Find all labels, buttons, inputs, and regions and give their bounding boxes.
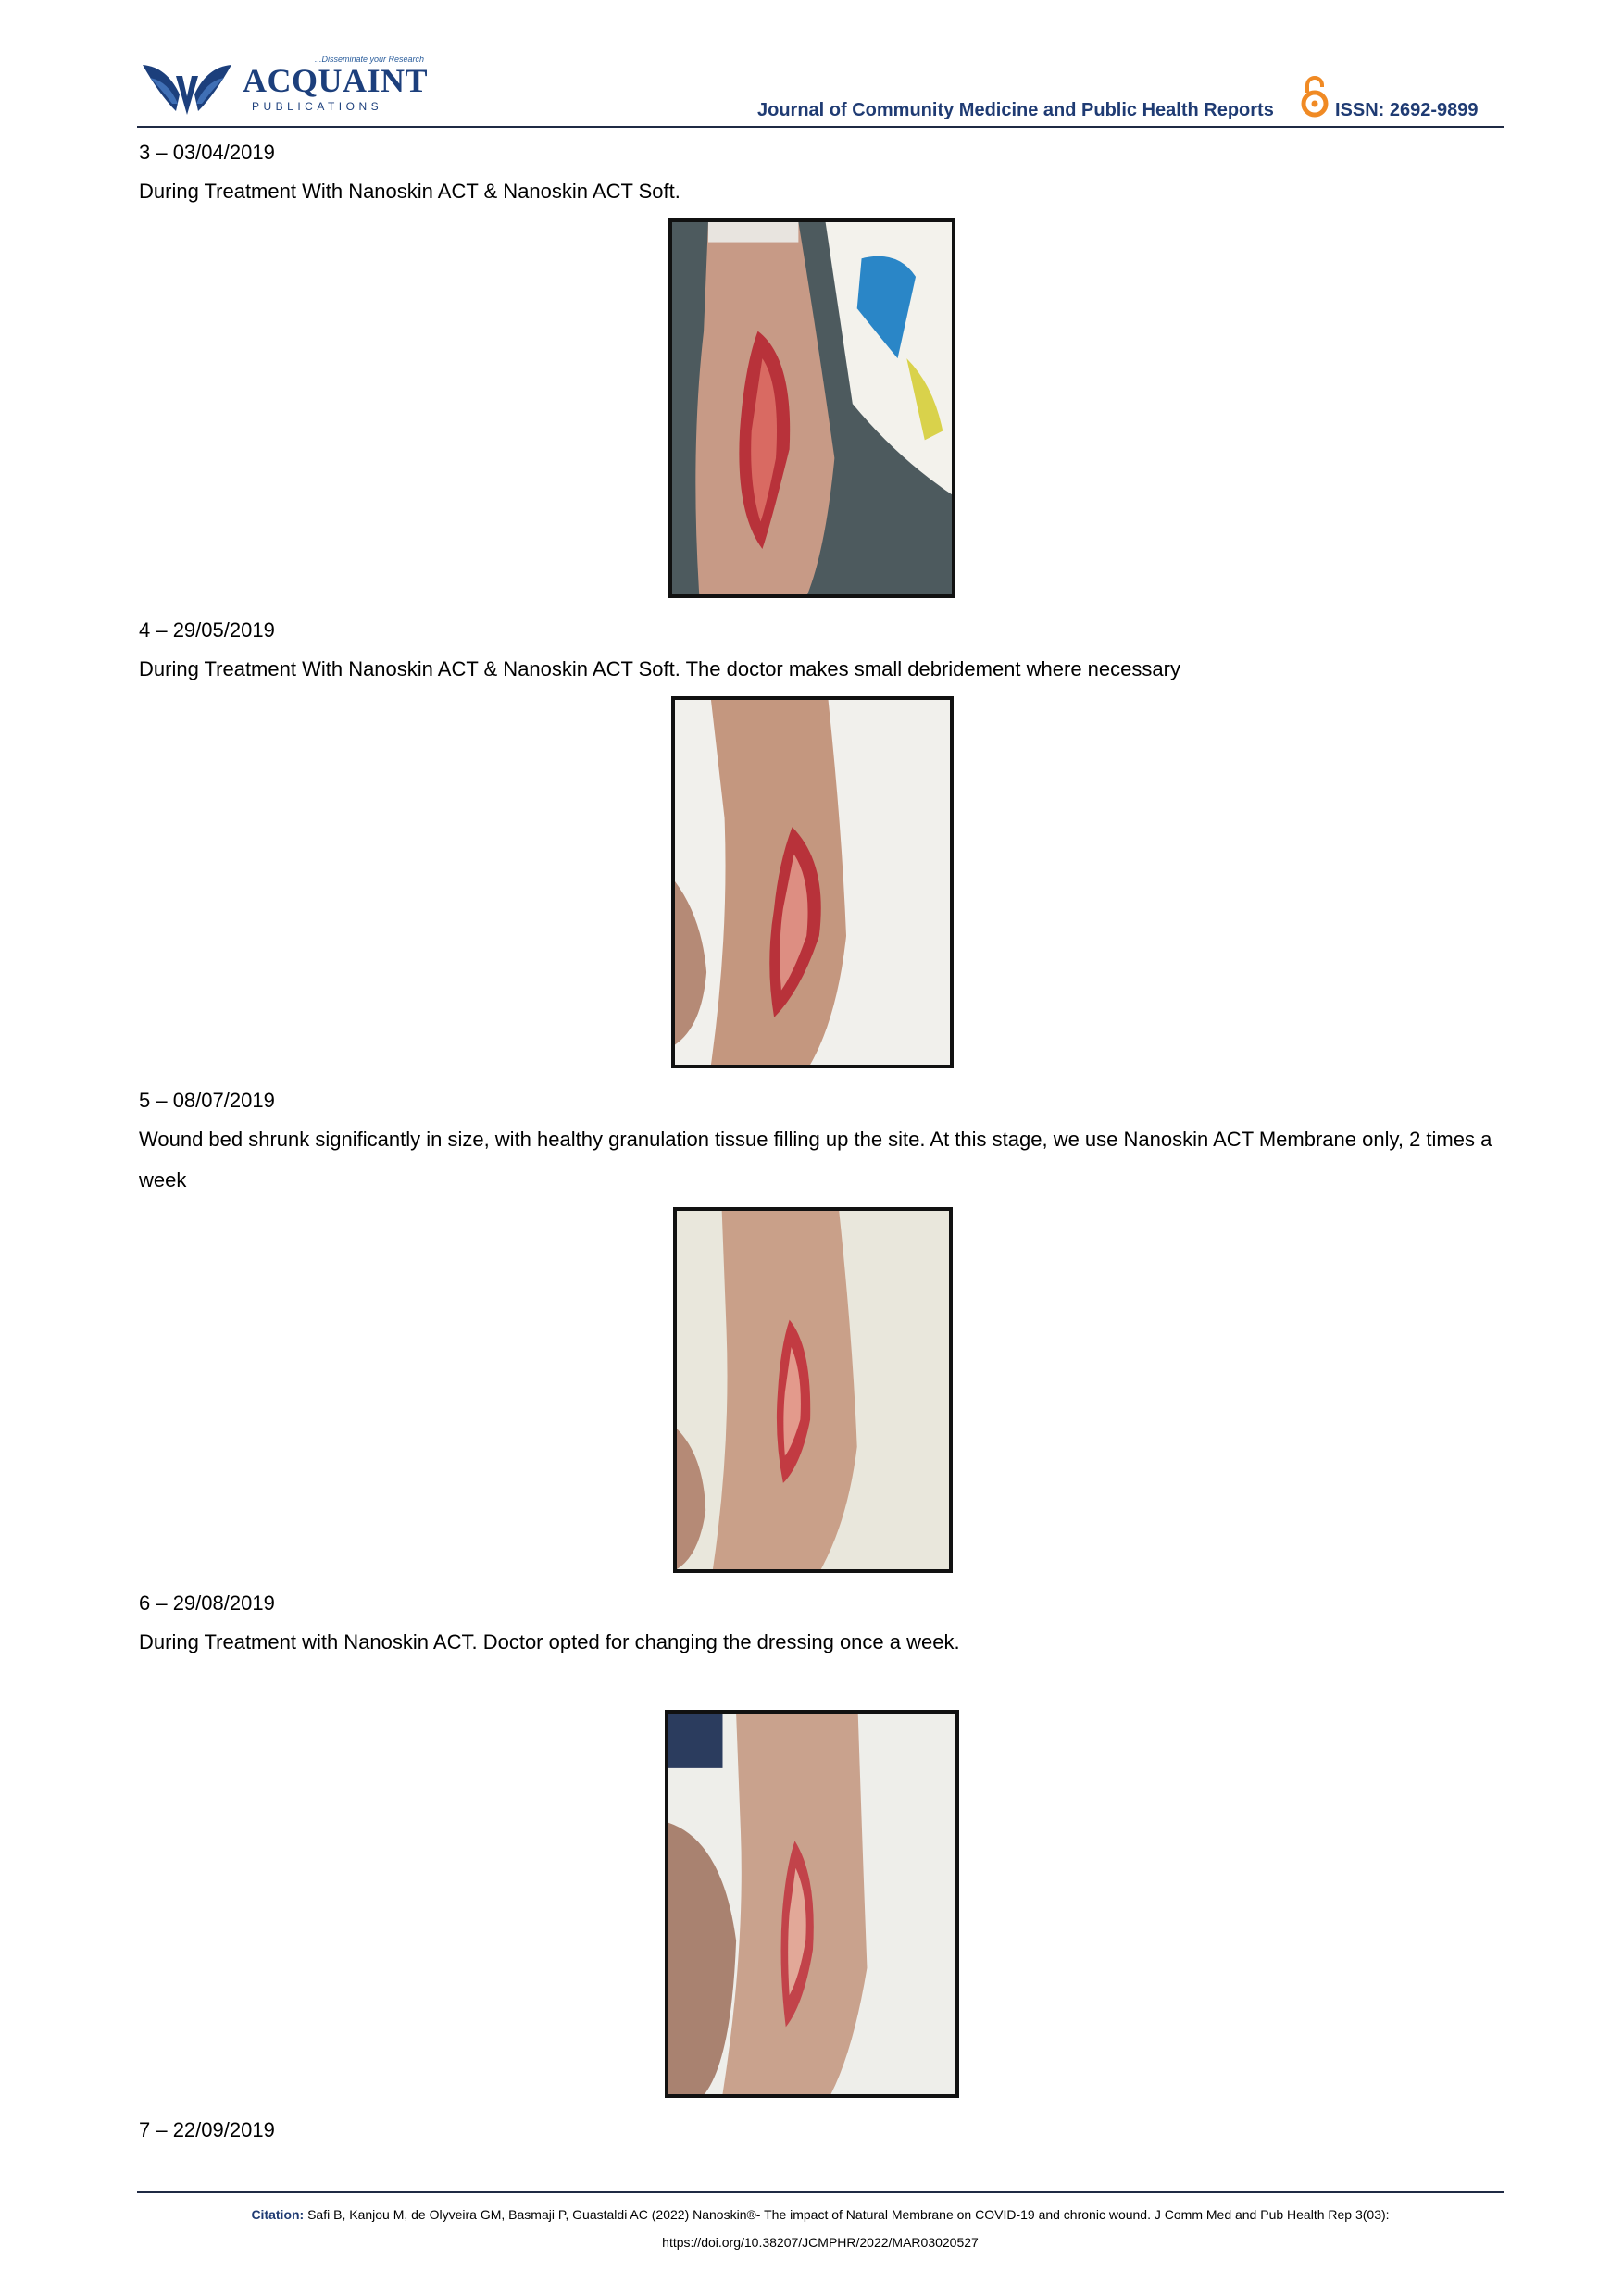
wings-emblem-icon [139, 57, 235, 119]
citation-label: Citation: [251, 2207, 305, 2222]
wound-photo [671, 696, 954, 1068]
logo-tagline: ...Disseminate your Research [315, 55, 425, 64]
open-access-lock-icon [1299, 74, 1330, 119]
wound-photo [665, 1710, 959, 2098]
wound-photo [673, 1207, 953, 1573]
entry-date-label: 7 – 22/09/2019 [139, 2118, 275, 2141]
entry-date-label: 3 – 03/04/2019 [139, 141, 275, 164]
citation-block [137, 2201, 1504, 2256]
entry-description: During Treatment with Nanoskin ACT. Doctor opted for changing the dressing once a week. [139, 1630, 960, 1653]
issn-label: ISSN: 2692-9899 [1335, 100, 1479, 120]
page-header [137, 54, 1504, 128]
journal-title: Journal of Community Medicine and Public Health Reports [757, 100, 1274, 120]
wound-photo [668, 218, 955, 598]
logo-subtitle: PUBLICATIONS [252, 100, 383, 113]
entry-date-label: 5 – 08/07/2019 [139, 1089, 275, 1112]
logo-wordmark: ACQUAINT [243, 62, 429, 99]
entry-date-label: 6 – 29/08/2019 [139, 1591, 275, 1615]
citation-text: Safi B, Kanjou M, de Olyveira GM, Basmaji P, Guastaldi AC (2022) Nanoskin®- The impact of Natural Membrane on COVID-19 and chronic wound. J Comm Med and Pub Health Rep 3(03): [307, 2207, 1390, 2222]
page-footer [137, 2191, 1504, 2250]
entry-date-label: 4 – 29/05/2019 [139, 618, 275, 642]
entry-description: During Treatment With Nanoskin ACT & Nanoskin ACT Soft. [139, 180, 680, 203]
publisher-logo [137, 54, 429, 120]
doi-link[interactable]: https://doi.org/10.38207/JCMPHR/2022/MAR03020527 [662, 2235, 979, 2250]
entry-description: Wound bed shrunk significantly in size, with healthy granulation tissue filling up the site. At this stage, we use Nanoskin ACT Membrane only, 2 times a week [139, 1128, 1492, 1192]
entry-description: During Treatment With Nanoskin ACT & Nanoskin ACT Soft. The doctor makes small debridement where necessary [139, 657, 1180, 680]
